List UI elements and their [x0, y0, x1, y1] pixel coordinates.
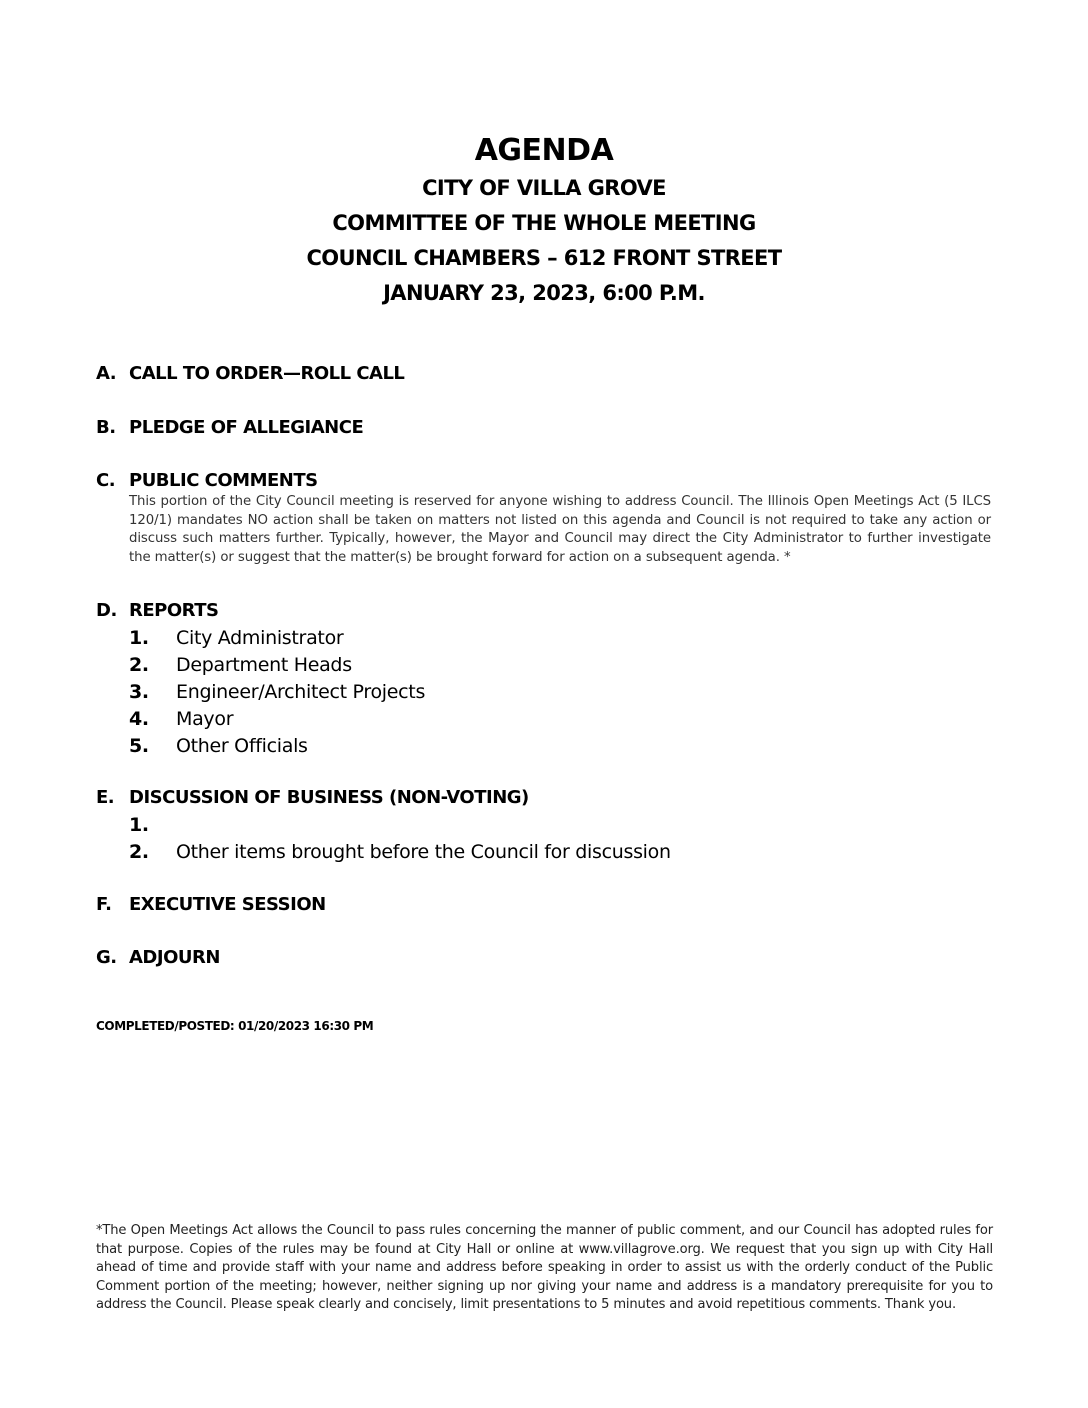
item-number: 2.	[129, 841, 149, 863]
section-executive-session	[96, 893, 326, 917]
agenda-header	[0, 131, 1088, 311]
list-item	[129, 706, 425, 733]
meeting-name: COMMITTEE OF THE WHOLE MEETING	[332, 211, 756, 235]
public-comments-description: This portion of the City Council meeting is reserved for anyone wishing to address Council. The Illinois Open Meetings Act (5 ILCS 120/1) mandates NO action shall be taken on matters not listed on this agenda and Council is not required to take any action or discuss such matters further. Typically, however, the Mayor and Council may direct the City Administrator to further investigate the matter(s) or suggest that the matter(s) be brought forward for action on a subsequent agenda. *	[129, 494, 991, 565]
item-number: 4.	[129, 708, 149, 730]
posted-timestamp: COMPLETED/POSTED: 01/20/2023 16:30 PM	[96, 1019, 374, 1033]
section-letter: D.	[96, 600, 117, 621]
reports-list	[129, 625, 425, 760]
section-call-to-order	[96, 362, 404, 386]
item-text: Engineer/Architect Projects	[176, 681, 426, 703]
section-letter: F.	[96, 894, 112, 915]
section-public-comments	[96, 469, 991, 567]
item-number: 2.	[129, 654, 149, 676]
item-number: 3.	[129, 681, 149, 703]
section-letter: G.	[96, 947, 117, 968]
section-letter: A.	[96, 363, 117, 384]
section-label: REPORTS	[129, 600, 219, 621]
section-letter: E.	[96, 787, 115, 808]
item-text: Mayor	[176, 708, 234, 730]
section-adjourn	[96, 946, 220, 970]
item-text: Department Heads	[176, 654, 352, 676]
section-label: EXECUTIVE SESSION	[129, 894, 326, 915]
item-number: 5.	[129, 735, 149, 757]
item-number: 1.	[129, 814, 149, 836]
list-item	[129, 733, 425, 760]
item-text: Other items brought before the Council for discussion	[176, 841, 671, 863]
list-item	[129, 812, 671, 839]
item-text: Other Officials	[176, 735, 308, 757]
section-letter: C.	[96, 470, 116, 491]
item-text: City Administrator	[176, 627, 344, 649]
section-label: CALL TO ORDER—ROLL CALL	[129, 363, 405, 384]
section-label: PUBLIC COMMENTS	[129, 470, 318, 491]
meeting-datetime: JANUARY 23, 2023, 6:00 P.M.	[383, 281, 705, 305]
section-discussion	[96, 786, 671, 866]
section-letter: B.	[96, 417, 116, 438]
list-item	[129, 839, 671, 866]
section-label: PLEDGE OF ALLEGIANCE	[129, 417, 364, 438]
city-name: CITY OF VILLA GROVE	[422, 176, 666, 200]
section-pledge	[96, 416, 363, 440]
meeting-location: COUNCIL CHAMBERS – 612 FRONT STREET	[306, 246, 782, 270]
section-label: ADJOURN	[129, 947, 220, 968]
list-item	[129, 652, 425, 679]
list-item	[129, 679, 425, 706]
item-number: 1.	[129, 627, 149, 649]
list-item	[129, 625, 425, 652]
section-reports	[96, 599, 425, 760]
section-label: DISCUSSION OF BUSINESS (NON-VOTING)	[129, 787, 529, 808]
footnote: *The Open Meetings Act allows the Council to pass rules concerning the manner of public comment, and our Council has adopted rules for that purpose. Copies of the rules may be found at City Hall or online at www.villagrove.org. We request that you sign up with City Hall ahead of time and provide staff with your name and address before speaking in order to assist us with the orderly conduct of the Public Comment portion of the meeting; however, neither signing up nor giving your name and address is a mandatory prerequisite for you to address the Council. Please speak clearly and concisely, limit presentations to 5 minutes and avoid repetitious comments. Thank you.	[96, 1223, 993, 1312]
discussion-list	[129, 812, 671, 866]
page-title: AGENDA	[474, 133, 614, 168]
